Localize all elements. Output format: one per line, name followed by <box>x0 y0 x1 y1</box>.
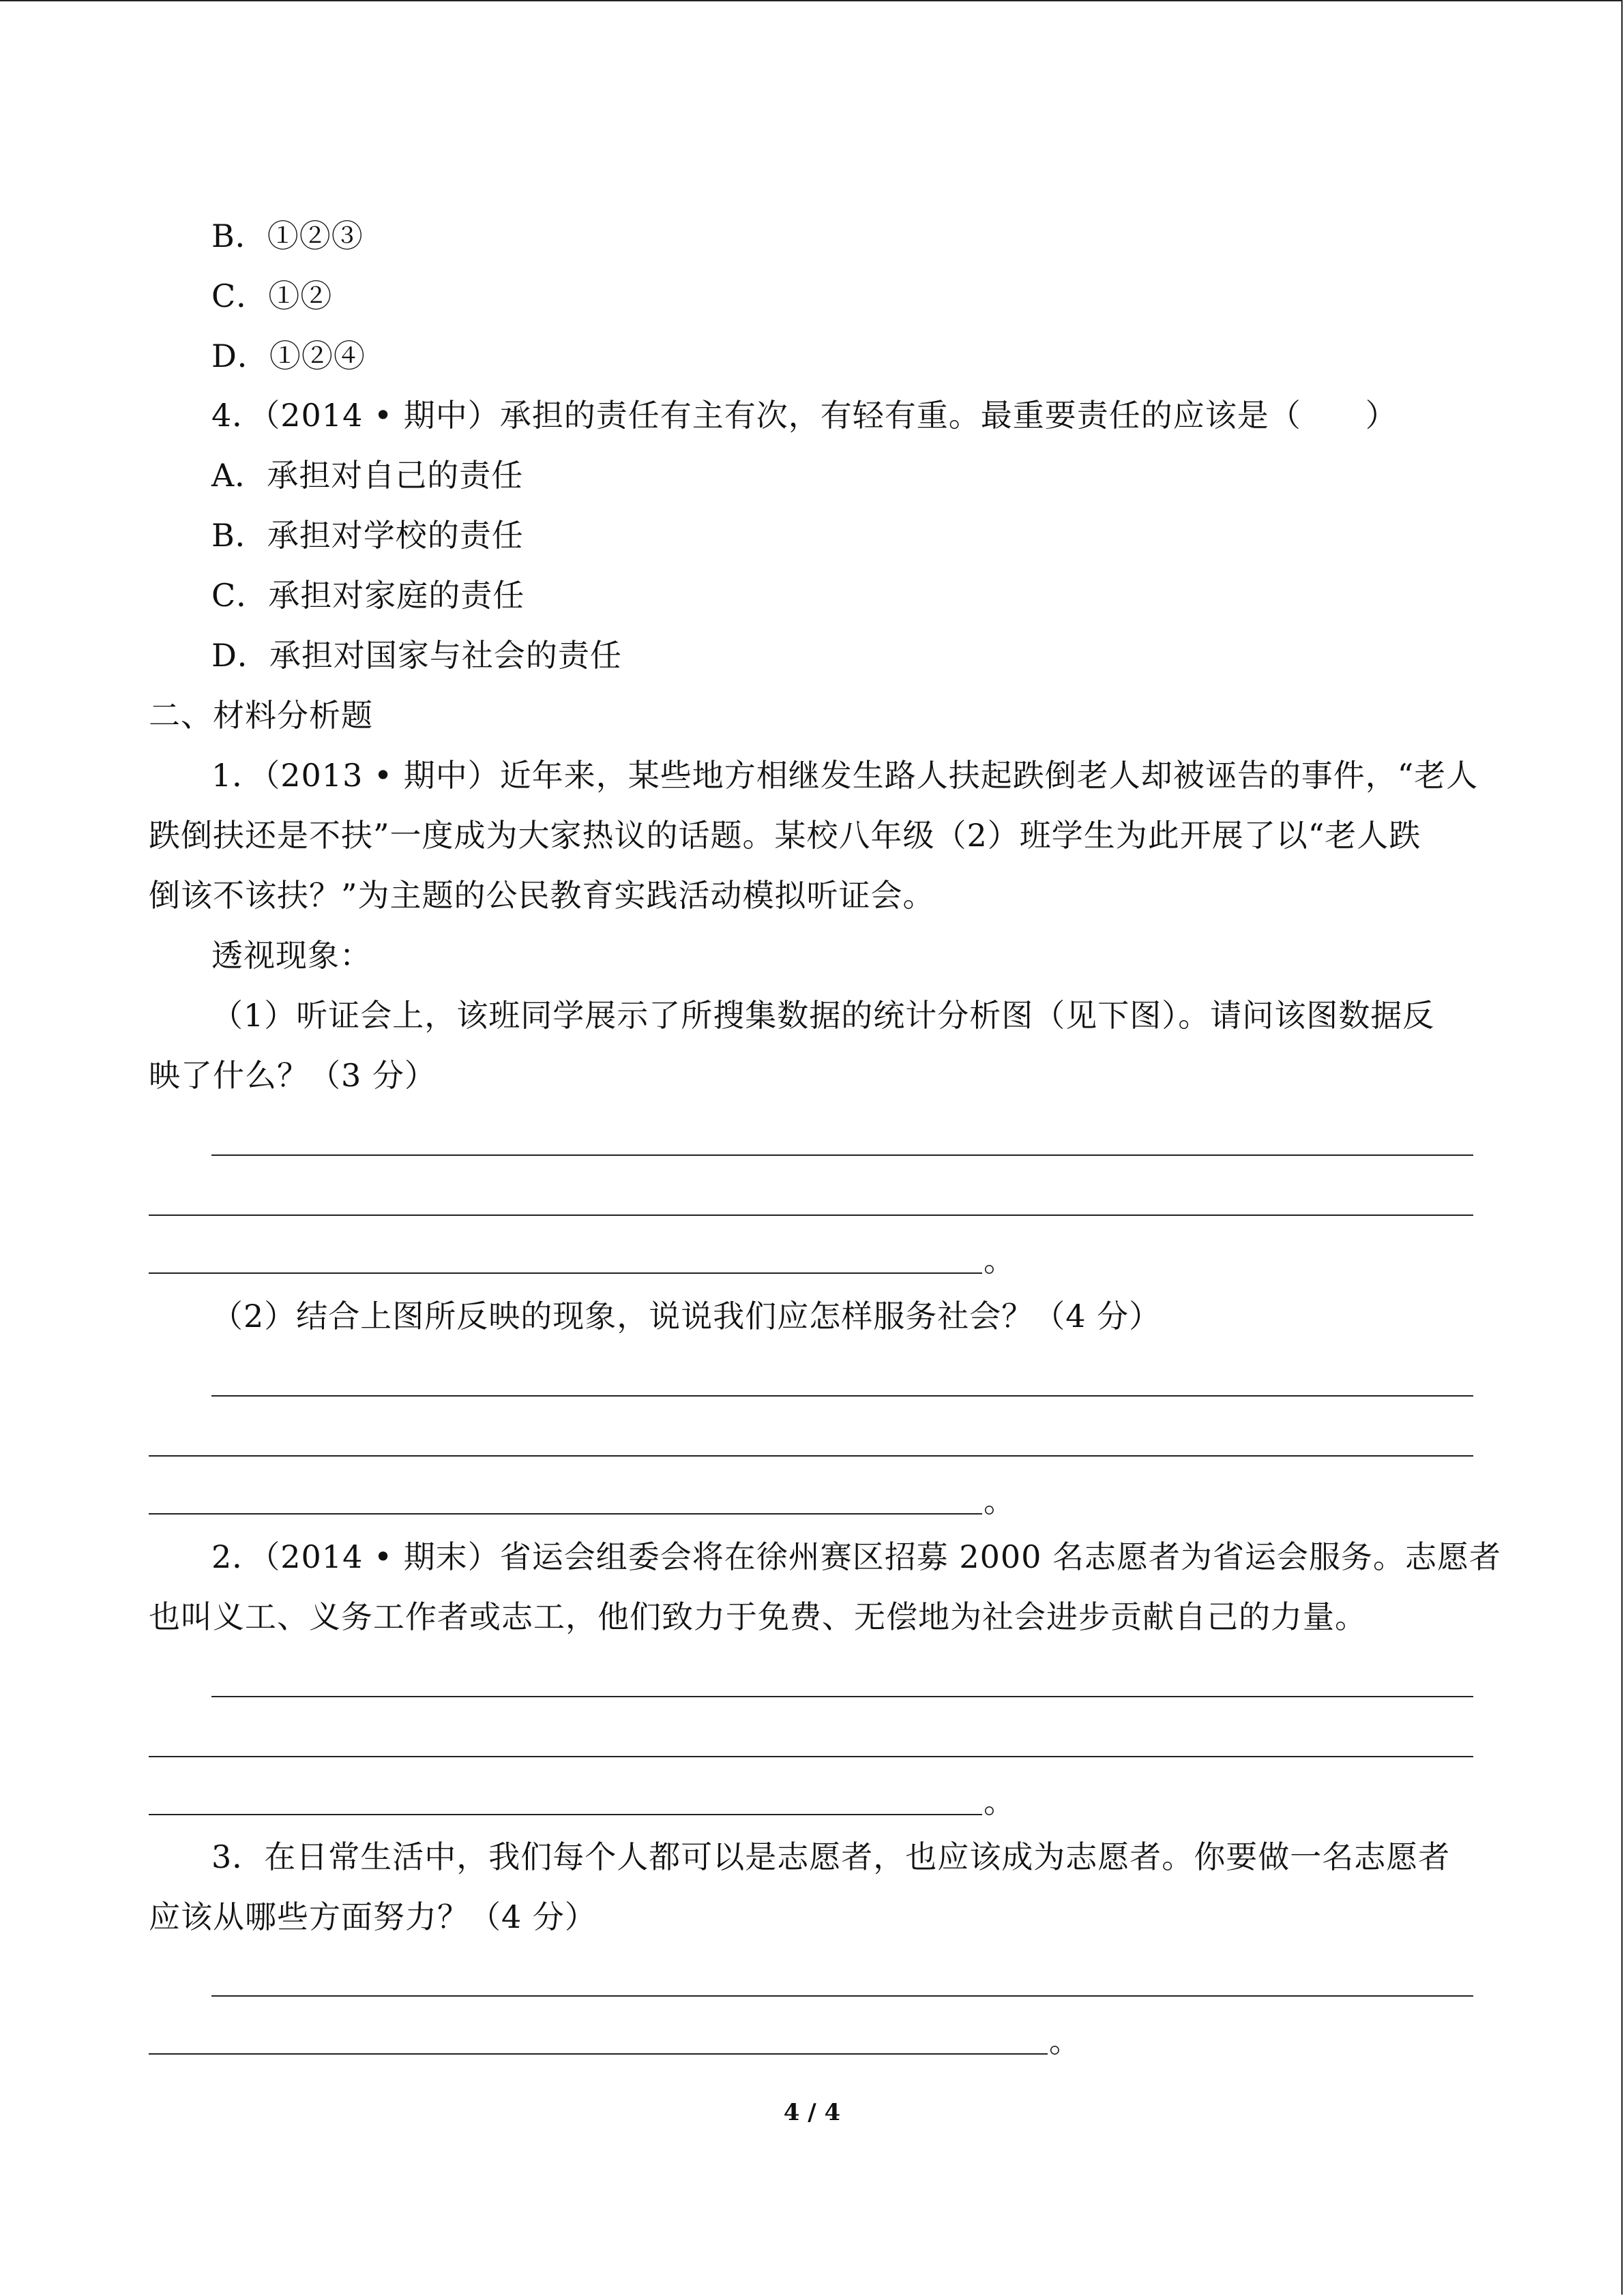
q4-stem: 4．（2014 • 期中）承担的责任有主有次，有轻有重。最重要责任的应该是（ ） <box>211 397 1398 434</box>
answer-line[interactable] <box>211 1154 1473 1156</box>
page-number: 4 / 4 <box>783 2099 841 2126</box>
period-mark: 。 <box>984 1783 1015 1820</box>
period-mark: 。 <box>984 1482 1015 1519</box>
m2-line-2: 也叫义工、义务工作者或志工，他们致力于免费、无偿地为社会进步贡献自己的力量。 <box>149 1598 1367 1635</box>
m1-line-3: 倒该不该扶？”为主题的公民教育实践活动模拟听证会。 <box>149 877 935 914</box>
answer-line[interactable] <box>211 1995 1473 1997</box>
q3-option-b: B．①②③ <box>211 218 364 254</box>
answer-line[interactable] <box>149 1272 982 1274</box>
m2-line-1: 2．（2014 • 期末）省运会组委会将在徐州赛区招募 2000 名志愿者为省运会服务。志愿者 <box>211 1538 1502 1575</box>
period-mark: 。 <box>1049 2023 1080 2059</box>
m1-q1-line-1: （1）听证会上，该班同学展示了所搜集数据的统计分析图（见下图）。请问该图数据反 <box>211 997 1435 1034</box>
answer-line[interactable] <box>211 1696 1473 1697</box>
m3-line-2: 应该从哪些方面努力？（4 分） <box>149 1898 597 1935</box>
q3-option-c: C．①② <box>211 278 333 314</box>
m1-q2-line: （2）结合上图所反映的现象，说说我们应怎样服务社会？（4 分） <box>211 1298 1162 1335</box>
q4-option-d: D．承担对国家与社会的责任 <box>211 637 622 674</box>
q3-option-d: D．①②④ <box>211 338 366 374</box>
answer-line[interactable] <box>149 1455 1473 1457</box>
q4-option-b: B．承担对学校的责任 <box>211 517 524 554</box>
q4-option-c: C．承担对家庭的责任 <box>211 577 525 614</box>
section-title: 二、材料分析题 <box>149 697 373 734</box>
answer-line[interactable] <box>149 2053 1048 2055</box>
m1-line-1: 1．（2013 • 期中）近年来，某些地方相继发生路人扶起跌倒老人却被诬告的事件，“老人 <box>211 757 1479 794</box>
m1-q1-line-2: 映了什么？（3 分） <box>149 1057 437 1094</box>
answer-line[interactable] <box>149 1214 1473 1216</box>
answer-line[interactable] <box>211 1395 1473 1397</box>
period-mark: 。 <box>984 1242 1015 1279</box>
answer-line[interactable] <box>149 1513 982 1515</box>
m1-line-2: 跌倒扶还是不扶”一度成为大家热议的话题。某校八年级（2）班学生为此开展了以“老人跌 <box>149 817 1421 854</box>
q4-option-a: A．承担对自己的责任 <box>211 457 524 494</box>
answer-line[interactable] <box>149 1814 982 1815</box>
answer-line[interactable] <box>149 1756 1473 1757</box>
m1-sub-heading: 透视现象： <box>211 937 372 974</box>
m3-line-1: 3．在日常生活中，我们每个人都可以是志愿者，也应该成为志愿者。你要做一名志愿者 <box>211 1838 1451 1875</box>
